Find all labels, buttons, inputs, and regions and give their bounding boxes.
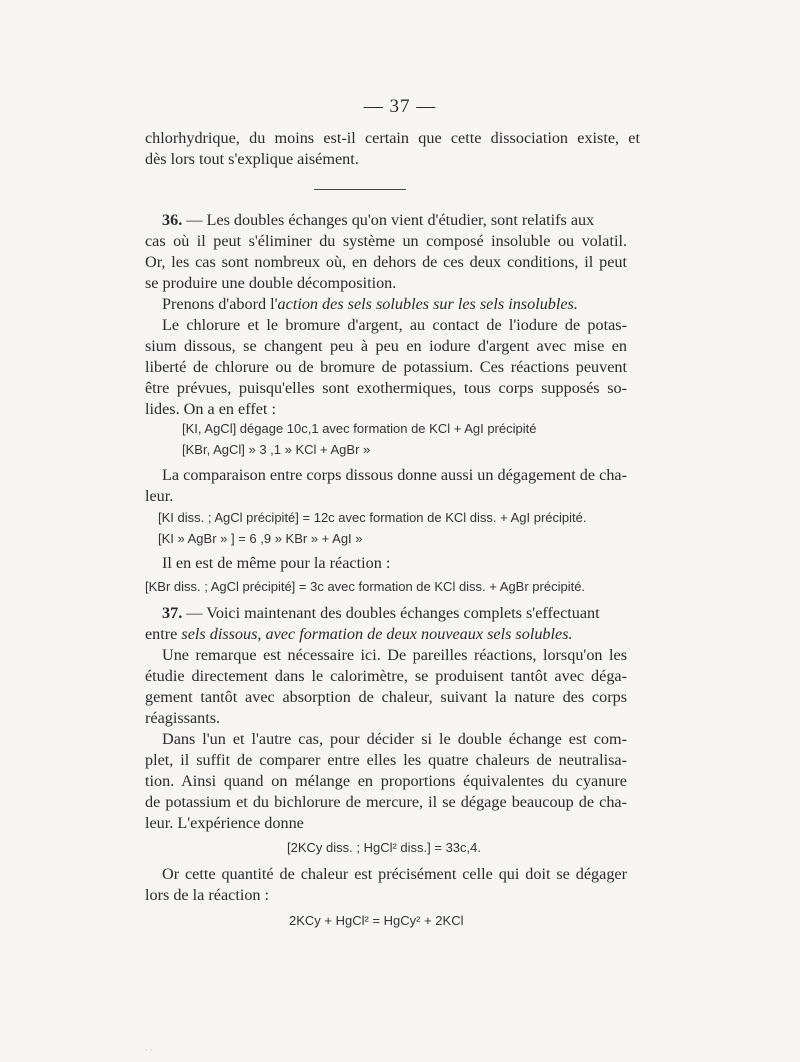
margin-marks: · ·: [145, 1046, 153, 1055]
text-line: leur. L'expérience donne: [145, 814, 304, 832]
text-line: étudie directement dans le calorimètre, se produisent tantôt avec déga-: [145, 667, 627, 685]
text-line: La comparaison entre corps dissous donne aussi un dégagement de cha-: [162, 466, 627, 484]
text-line: leur.: [145, 487, 174, 505]
equation: [KBr, AgCl] » 3 ,1 » KCl + AgBr »: [182, 442, 371, 457]
text-line: Une remarque est nécessaire ici. De pareilles réactions, lorsqu'on les: [162, 646, 627, 664]
text-line: de potassium et du bichlorure de mercure, il se dégage beaucoup de cha-: [145, 793, 627, 811]
text-line-with-emphasis: [162, 294, 578, 315]
text-line: — Voici maintenant des doubles échanges complets s'effectuant: [186, 604, 600, 622]
section-36-first-line: [162, 210, 627, 231]
text-line: lides. On a en effet :: [145, 400, 276, 418]
text-line: sium dissous, se changent peu à peu en iodure d'argent avec mise en: [145, 337, 627, 355]
text-line: Or cette quantité de chaleur est précisément celle qui doit se dégager: [162, 865, 627, 883]
text-line: Il en est de même pour la réaction :: [162, 554, 391, 572]
text-line: cas où il peut s'éliminer du système un composé insoluble ou volatil.: [145, 232, 627, 250]
text-line: chlorhydrique, du moins est-il certain que cette dissociation existe, et: [145, 129, 640, 147]
text-line: — Les doubles échanges qu'on vient d'étudier, sont relatifs aux: [186, 211, 595, 229]
page-number: — 37 —: [363, 96, 437, 117]
text-line: lors de la réaction :: [145, 886, 270, 904]
equation: 2KCy + HgCl² = HgCy² + 2KCl: [289, 913, 464, 928]
text-line: gement tantôt avec absorption de chaleur, suivant la nature des corps: [145, 688, 627, 706]
text-line: être prévues, puisqu'elles sont exothermiques, tous corps supposés so-: [145, 379, 627, 397]
text-run: Prenons d'abord l': [162, 295, 278, 313]
section-number: 37.: [162, 604, 183, 622]
equation: [KI diss. ; AgCl précipité] = 12c avec formation de KCl diss. + AgI précipité.: [158, 510, 587, 525]
text-line: Dans l'un et l'autre cas, pour décider si le double échange est com-: [162, 730, 627, 748]
section-divider: [314, 189, 406, 190]
emphasis: sels dissous, avec formation de deux nouveaux sels solubles.: [181, 625, 573, 643]
text-line: se produire une double décomposition.: [145, 274, 397, 292]
equation: [KI » AgBr » ] = 6 ,9 » KBr » + AgI »: [158, 531, 363, 546]
equation: [KI, AgCl] dégage 10c,1 avec formation de KCl + AgI précipité: [182, 421, 537, 436]
text-line-with-emphasis: [145, 624, 573, 645]
equation: [KBr diss. ; AgCl précipité] = 3c avec formation de KCl diss. + AgBr précipité.: [145, 579, 586, 594]
text-line: tion. Ainsi quand on mélange en proportions équivalentes du cyanure: [145, 772, 627, 790]
section-number: 36.: [162, 211, 183, 229]
text-line: Or, les cas sont nombreux où, en dehors de ces deux conditions, il peut: [145, 253, 627, 271]
text-line: dès lors tout s'explique aisément.: [145, 150, 359, 168]
text-line: plet, il suffit de comparer entre elles les quatre chaleurs de neutralisa-: [145, 751, 627, 769]
text-line: Le chlorure et le bromure d'argent, au contact de l'iodure de potas-: [162, 316, 627, 334]
equation: [2KCy diss. ; HgCl² diss.] = 33c,4.: [287, 840, 481, 855]
text-run: entre: [145, 625, 182, 643]
emphasis: action des sels solubles sur les sels insolubles.: [277, 295, 578, 313]
section-37-first-line: [162, 603, 627, 624]
text-line: réagissants.: [145, 709, 221, 727]
text-line: liberté de chlorure ou de bromure de potassium. Ces réactions peuvent: [145, 358, 627, 376]
